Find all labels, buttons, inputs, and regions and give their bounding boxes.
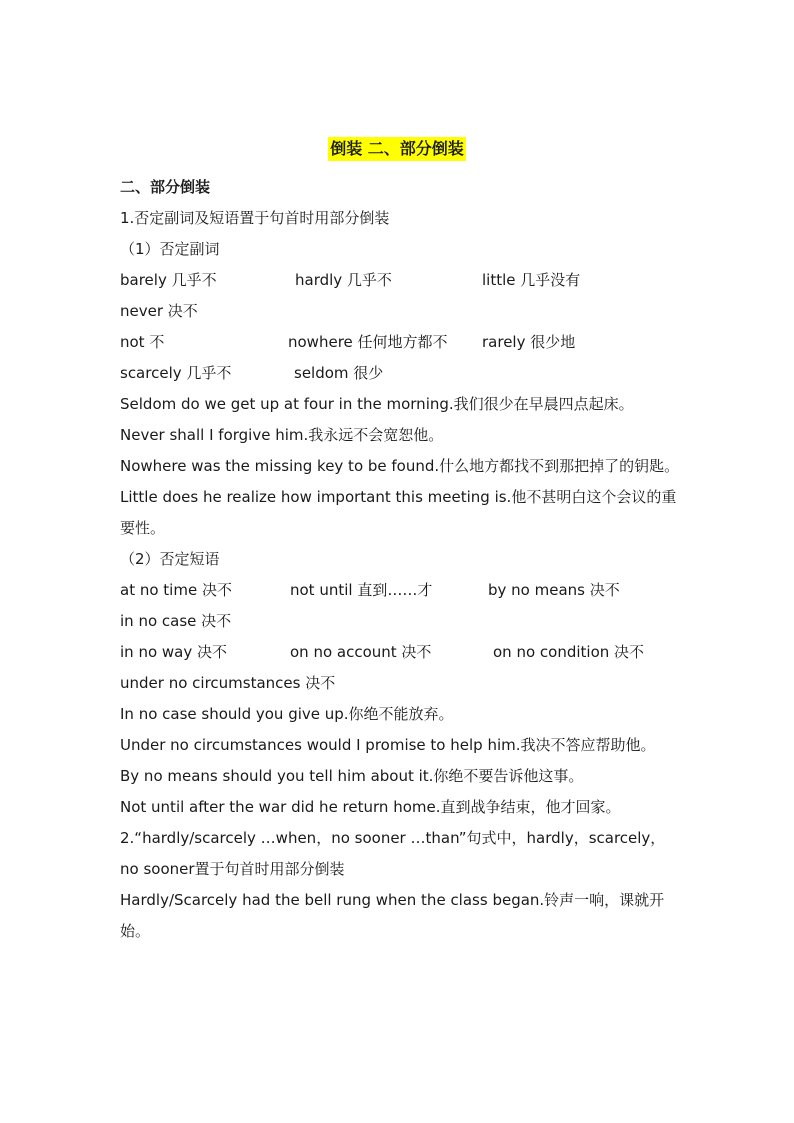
- phrase-row-1: [120, 575, 680, 606]
- phrase-item: in no way 决不: [120, 643, 227, 661]
- example-sentence: Seldom do we get up at four in the morning.我们很少在早晨四点起床。: [120, 395, 634, 413]
- phrase-item: on no account 决不: [290, 643, 432, 661]
- adverb-item: hardly 几乎不: [295, 271, 392, 289]
- example-sentence: Under no circumstances would I promise to help him.我决不答应帮助他。: [120, 736, 656, 754]
- title-container: [0, 137, 794, 161]
- adverb-item: never 决不: [120, 302, 198, 320]
- phrase-item: not until 直到……才: [290, 581, 433, 599]
- adverb-item: barely 几乎不: [120, 271, 217, 289]
- adverb-item: scarcely 几乎不: [120, 364, 232, 382]
- adverb-row-3: [120, 327, 680, 358]
- example-sentence: By no means should you tell him about it.你绝不要告诉他这事。: [120, 767, 584, 785]
- phrase-item: on no condition 决不: [493, 643, 645, 661]
- phrase-item: by no means 决不: [488, 581, 620, 599]
- example-sentence: Little does he realize how important this meeting is.他不甚明白这个会议的重要性。: [120, 488, 677, 537]
- adverb-item: nowhere 任何地方都不: [288, 333, 448, 351]
- point-1-heading: 1.否定副词及短语置于句首时用部分倒装: [120, 209, 390, 227]
- adverb-row-2: [120, 296, 680, 327]
- example-sentence: Nowhere was the missing key to be found.什么地方都找不到那把掉了的钥匙。: [120, 457, 680, 475]
- adverb-item: rarely 很少地: [482, 333, 576, 351]
- phrase-item: in no case 决不: [120, 612, 232, 630]
- page-title: 倒装 二、部分倒装: [328, 137, 466, 161]
- phrase-row-4: [120, 668, 680, 699]
- adverb-item: not 不: [120, 333, 165, 351]
- phrase-item: at no time 决不: [120, 581, 232, 599]
- phrase-item: under no circumstances 决不: [120, 674, 336, 692]
- example-sentence: Not until after the war did he return home.直到战争结束，他才回家。: [120, 798, 621, 816]
- document-body: [120, 172, 680, 947]
- phrase-row-3: [120, 637, 680, 668]
- subheading-adverbs: （1）否定副词: [120, 240, 220, 258]
- example-sentence: Hardly/Scarcely had the bell rung when the class began.铃声一响，课就开始。: [120, 891, 665, 940]
- subheading-phrases: （2）否定短语: [120, 550, 220, 568]
- phrase-row-2: [120, 606, 680, 637]
- point-2-heading: 2.“hardly/scarcely …when，no sooner …than”句式中，hardly，scarcely，no sooner置于句首时用部分倒装: [120, 829, 666, 878]
- adverb-row-1: [120, 265, 680, 296]
- adverb-row-4: [120, 358, 680, 389]
- adverb-item: seldom 很少: [294, 364, 384, 382]
- example-sentence: Never shall I forgive him.我永远不会宽恕他。: [120, 426, 444, 444]
- section-heading: 二、部分倒装: [120, 178, 211, 196]
- example-sentence: In no case should you give up.你绝不能放弃。: [120, 705, 454, 723]
- adverb-item: little 几乎没有: [482, 271, 581, 289]
